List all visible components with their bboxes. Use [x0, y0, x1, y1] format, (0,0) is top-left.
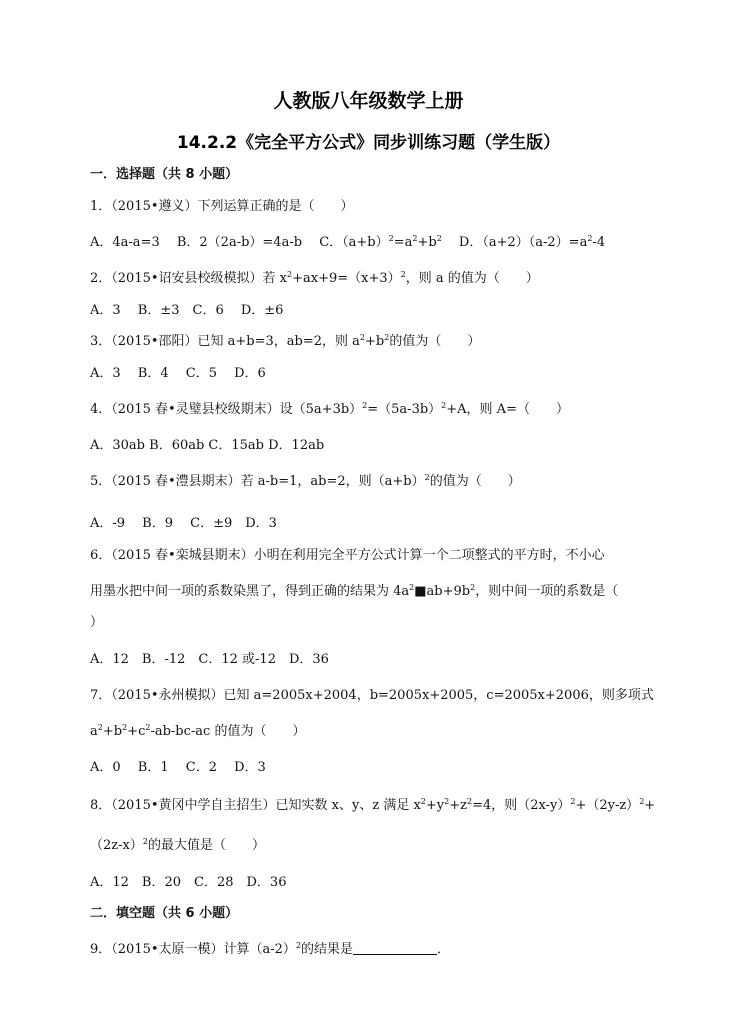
question-2-stem: 2．（2015•诏安县校级模拟）若 $x^2+ax+9=(x+3)^2$，则 a 的值为（ ） — [90, 270, 539, 286]
question-8-line-1: 8．（2015•黄冈中学自主招生）已知实数 x、y、z 满足 $x^2+y^2+z^2=4$，则$(2x-y)^2+(2y-z)^2+$ — [90, 797, 656, 813]
question-5-stem: 5．（2015 春•澧县期末）若 a-b=1，ab=2，则$(a+b)^2$的值为（ ） — [90, 473, 521, 489]
question-1-stem: 1．（2015•遵义）下列运算正确的是（ ） — [90, 199, 354, 214]
question-4-options: A．30ab B．60ab C．15ab D．12ab — [90, 438, 325, 453]
question-8-line-2: $(2z-x)^2$的最大值是（ ） — [90, 837, 265, 853]
page-subtitle: 14.2.2《完全平方公式》同步训练习题（学生版） — [176, 133, 561, 153]
option-c: C．$(a+b)^2=a^2+b^2$ — [319, 234, 442, 250]
question-3-options: A．3 B．4 C．5 D．6 — [90, 366, 266, 381]
question-4-stem: 4．（2015 春•灵璧县校级期末）设$(5a+3b)^2=(5a-3b)^2+A$，则 A=（ ） — [90, 401, 569, 417]
answer-blank[interactable] — [353, 942, 437, 955]
question-6-line-1: 6．（2015 春•栾城县期末）小明在利用完全平方公式计算一个二项整式的平方时，不小心 — [90, 548, 605, 563]
question-2-options: A．3 B．±3 C．6 D．±6 — [90, 303, 284, 318]
page-title: 人教版八年级数学上册 — [273, 90, 464, 112]
section-heading-choice: 一．选择题（共 8 小题） — [90, 167, 239, 182]
section-heading-fill: 二．填空题（共 6 小题） — [90, 906, 239, 921]
question-7-line-2: $a^2+b^2+c^2-ab-bc-ac$ 的值为（ ） — [90, 723, 306, 739]
question-7-options: A．0 B．1 C．2 D．3 — [90, 760, 266, 775]
question-9-stem: 9．（2015•太原一模）计算$(a-2)^2$的结果是 ． — [90, 941, 451, 957]
question-5-options: A．-9 B．9 C．±9 D．3 — [90, 516, 277, 531]
question-6-line-3: ） — [90, 615, 104, 630]
option-b: B．2（2a-b）=4a-b — [176, 235, 303, 250]
question-8-options: A．12 B．20 C．28 D．36 — [90, 875, 287, 890]
question-3-stem: 3．（2015•邵阳）已知 a+b=3，ab=2，则 $a^2+b^2$的值为（ ） — [90, 333, 481, 349]
question-7-line-1: 7．（2015•永州模拟）已知 a=2005x+2004，b=2005x+2005，c=2005x+2006，则多项式 — [90, 688, 654, 703]
option-d: D．$(a+2)(a-2)=a^2-4$ — [458, 234, 606, 250]
question-6-options: A．12 B．-12 C．12 或-12 D．36 — [90, 652, 329, 667]
question-1-options — [90, 235, 605, 251]
option-a: A．4a-a=3 — [90, 235, 160, 250]
question-6-line-2: 用墨水把中间一项的系数染黑了，得到正确的结果为 $4a^2■ab+9b^2$，则中间一项的系数是（ — [90, 583, 619, 599]
